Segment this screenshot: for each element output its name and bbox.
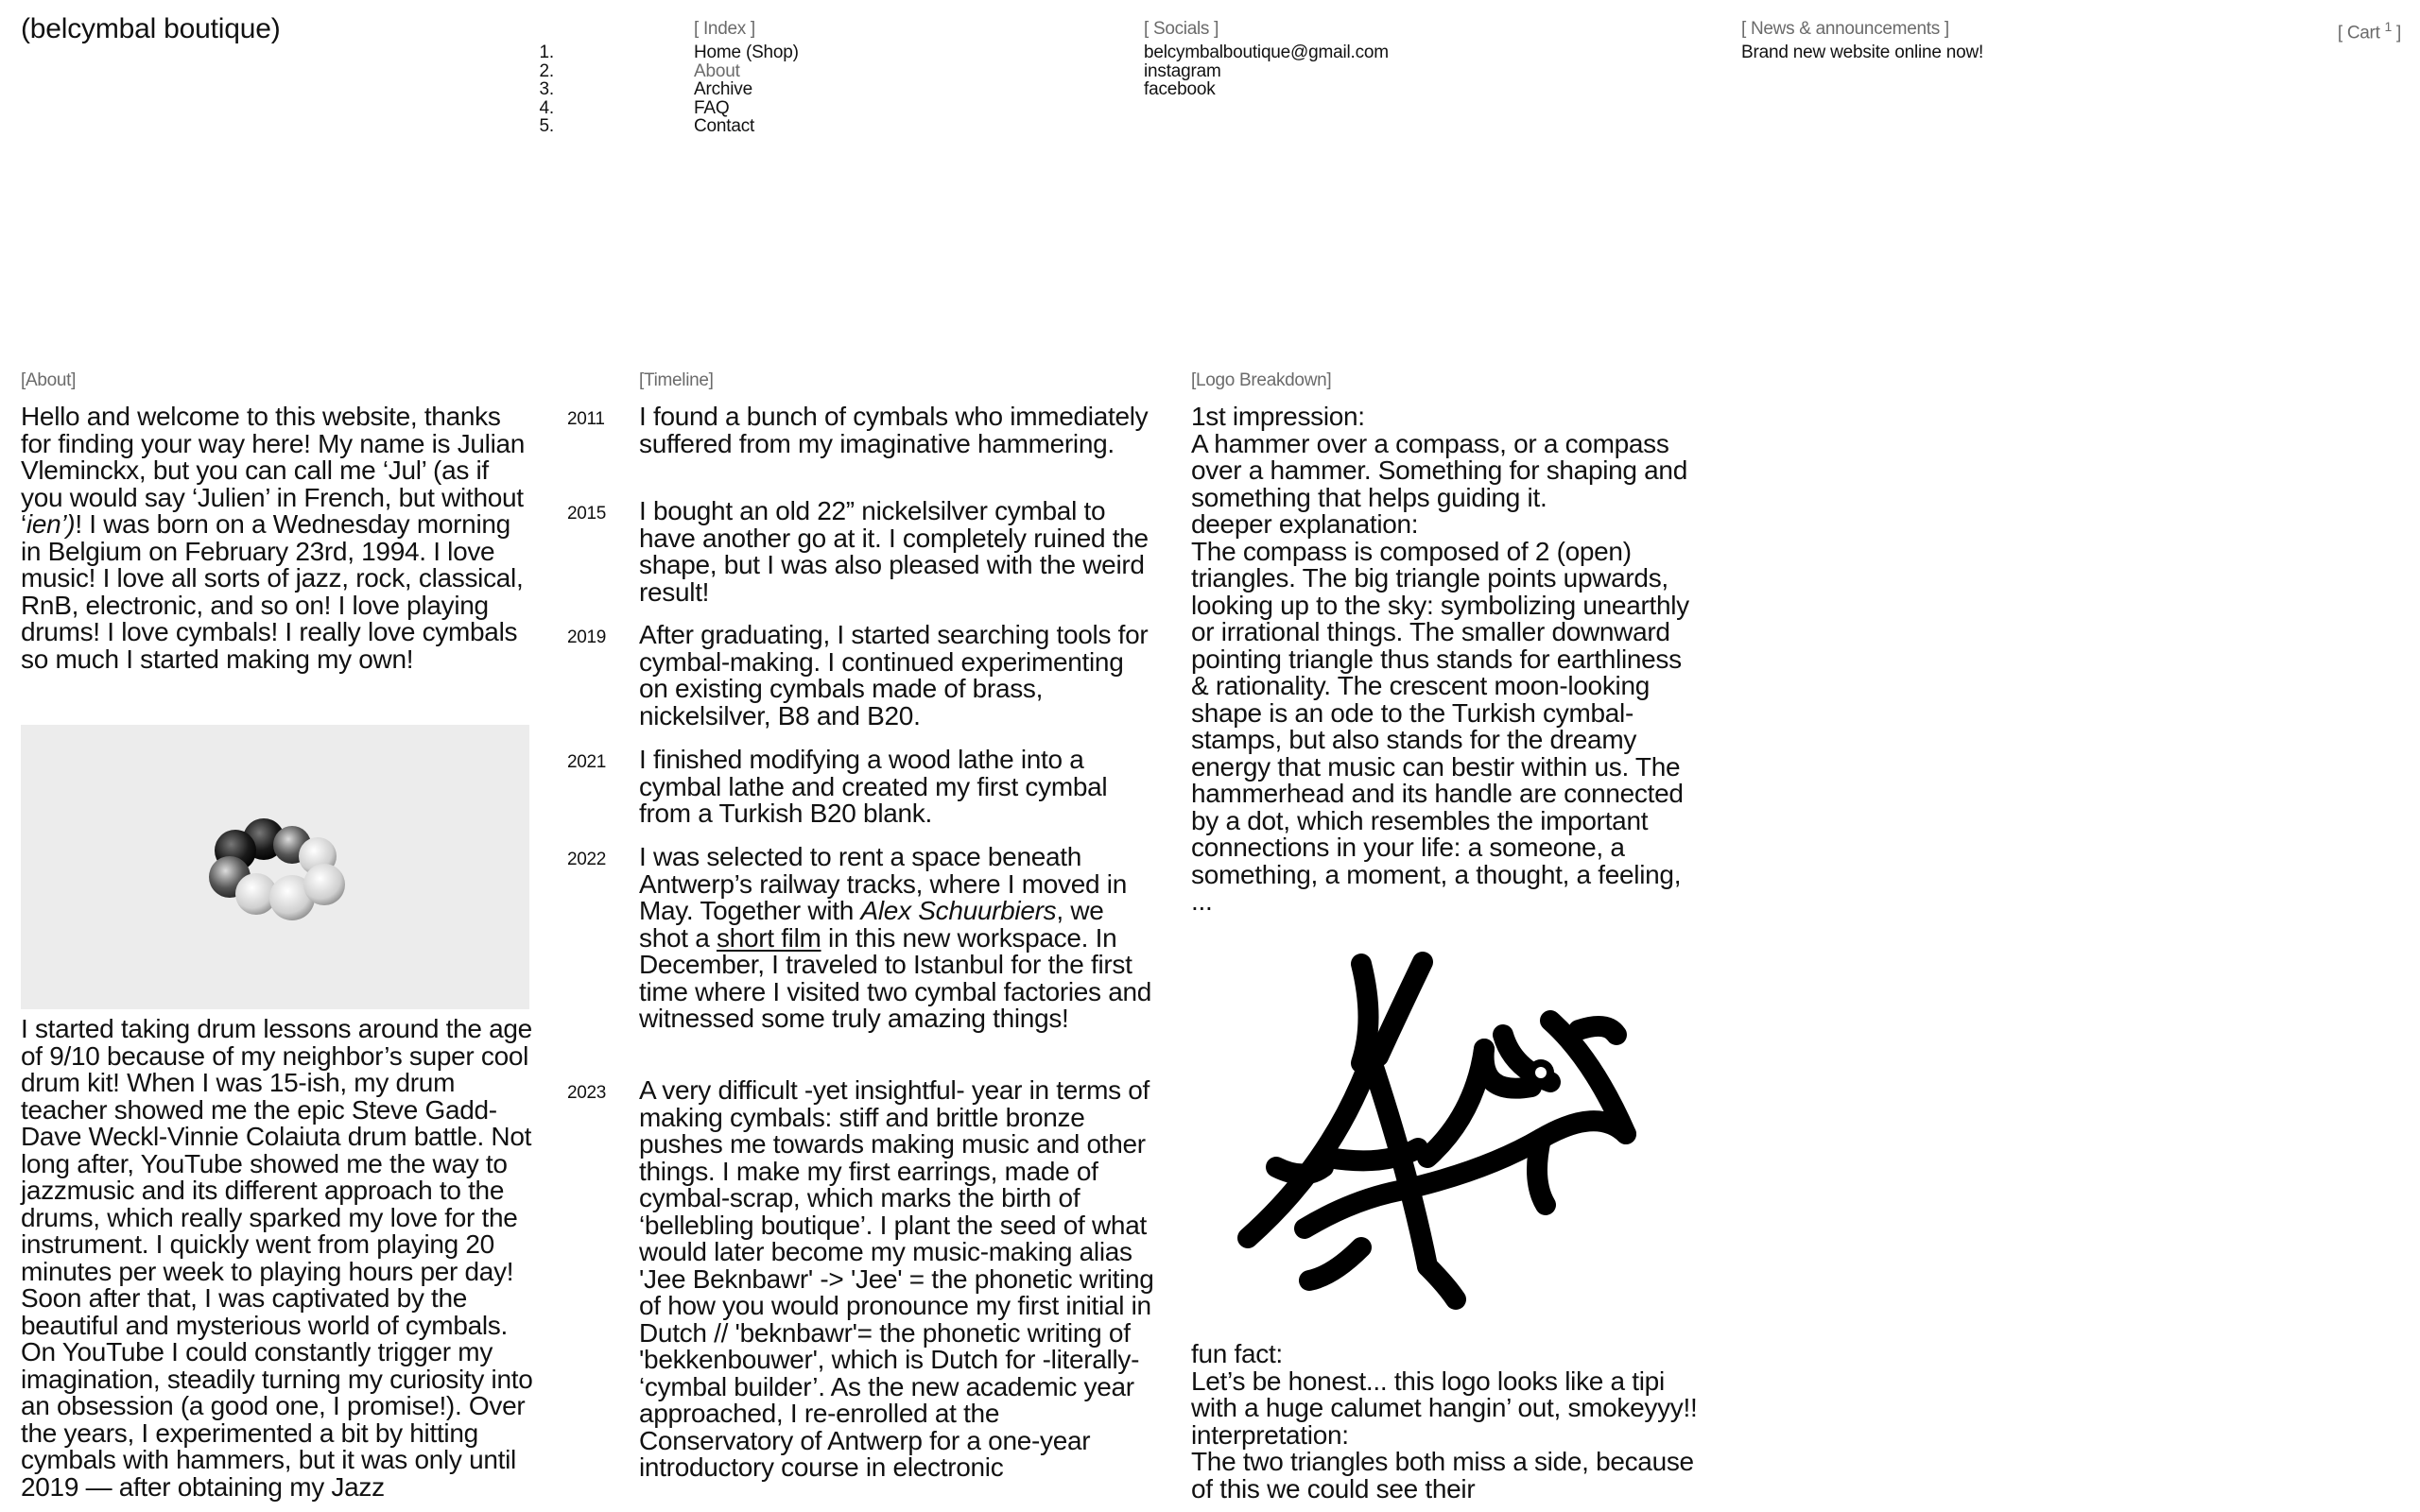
timeline-text-part: , we shot a — [639, 896, 1104, 953]
nav-item-about[interactable]: About — [694, 60, 740, 81]
instagram-link[interactable]: instagram — [1144, 60, 1221, 81]
timeline-text-part: in this new workspace. In December, I traveled to Istanbul for the first time where I visited two cymbal factories and witnessed some truly amazing things! — [639, 922, 1152, 1033]
facebook-link[interactable]: facebook — [1144, 79, 1216, 100]
timeline-year: 2019 — [567, 627, 607, 647]
deeper-title: deeper explanation: — [1191, 509, 1419, 539]
timeline-year: 2023 — [567, 1083, 607, 1103]
nav-number: 5. — [539, 116, 554, 137]
cart-bracket: ] — [2396, 23, 2401, 43]
interpretation-title: interpretation: — [1191, 1419, 1349, 1450]
timeline-text: After graduating, I started searching tools for cymbal-making. I continued experimenting on existing cymbals made of brass, nickelsilver, B8 and B20. — [639, 620, 1149, 730]
about-intro-text: Hello and welcome to this website, thanks for finding your way here! My name is Julian Vleminckx, but you can call me ‘Jul’ (as if you would say ‘Julien’ in French, but without ‘ — [21, 402, 526, 539]
timeline-text: I found a bunch of cymbals who immediately suffered from my imaginative hammering. — [639, 402, 1149, 458]
nav-item-home-shop[interactable]: Home (Shop) — [694, 43, 799, 62]
main-nav — [694, 43, 799, 136]
logo-fun-fact — [1191, 1341, 1702, 1503]
nav-item-archive[interactable]: Archive — [694, 79, 752, 100]
collaborator-name: Alex Schuurbiers — [860, 896, 1057, 925]
email-link[interactable]: belcymbalboutique@gmail.com — [1144, 43, 1389, 62]
impression-title: 1st impression: — [1191, 402, 1365, 431]
nav-number: 1. — [539, 43, 554, 62]
nav-numbers — [535, 43, 554, 136]
socials-label: [ Socials ] — [1144, 19, 1219, 39]
belcymbal-logo-mark — [1219, 945, 1673, 1323]
cart-label: [ Cart — [2337, 23, 2380, 43]
cymbals-photo — [21, 725, 529, 1009]
timeline-text: I bought an old 22” nickelsilver cymbal to have another go at it. I completely ruined the shape, but I was also pleased with the weird result! — [639, 496, 1149, 607]
brand-logo[interactable]: (belcymbal boutique) — [21, 13, 281, 44]
deeper-text: The compass is composed of 2 (open) triangles. The big triangle points upwards, looking up to the sky: symbolizing unearthly or irrational things. The smaller downward pointing triangle thus stands for earthliness & rationality. The crescent moon-looking shape is an ode to the Turkish cymbal-stamps, but also stands for the dreamy energy that music can bestir within us. The hammerhead and its handle are connected by a dot, which resembles the important connections in your life: a someone, a something, a moment, a thought, a feeling, ... — [1191, 536, 1689, 916]
cart-count: 1 — [2384, 19, 2393, 34]
about-label: [About] — [21, 370, 77, 390]
cart-button[interactable] — [2338, 19, 2401, 43]
news-label: [ News & announcements ] — [1741, 19, 1949, 39]
timeline-year: 2021 — [567, 752, 607, 772]
nav-number: 3. — [539, 79, 554, 100]
about-intro-italic: ien’) — [26, 509, 76, 539]
nav-number: 4. — [539, 97, 554, 118]
cymbals-image — [162, 792, 389, 943]
timeline-text: I finished modifying a wood lathe into a cymbal lathe and created my first cymbal from a Turkish B20 blank. — [639, 745, 1108, 828]
nav-item-contact[interactable]: Contact — [694, 116, 755, 137]
fun-title: fun fact: — [1191, 1339, 1283, 1368]
socials-list — [1144, 43, 1389, 99]
timeline-text: A very difficult -yet insightful- year in terms of making cymbals: stiff and brittle bronze pushes me towards making music and other things. I make my first earrings, made of cymbal-scrap, which marks the birth of ‘bellebling boutique’. I plant the seed of what would later become my music-making alias 'Jee Beknbawr' -> 'Jee' = the phonetic writing of how you would pronounce my first initial in Dutch // 'beknbawr'= the phonetic writing of 'bekkenbouwer', which is Dutch for -literally- ‘cymbal builder’. As the new academic year approached, I re-enrolled at the Conservatory of Antwerp for a one-year introductory course in electronic — [639, 1075, 1154, 1482]
about-story: I started taking drum lessons around the age of 9/10 because of my neighbor’s super cool drum kit! When I was 15-ish, my drum teacher showed me the epic Steve Gadd-Dave Weckl-Vinnie Colaiuta drum battle. Not long after, YouTube showed me the way to jazzmusic and its different approach to the drums, which really sparked my love for the instrument. I quickly went from playing 20 minutes per week to playing hours per day! Soon after that, I was captivated by the beautiful and mysterious world of cymbals. On YouTube I could constantly trigger my imagination, steadily turning my curiosity into an obsession (a good one, I promise!). Over the years, I experimented a bit by hitting cymbals with hammers, but it was only until 2019 — after obtaining my Jazz — [21, 1014, 533, 1502]
nav-item-faq[interactable]: FAQ — [694, 97, 730, 118]
impression-text: A hammer over a compass, or a compass over a hammer. Something for shaping and something that helps guiding it. — [1191, 428, 1687, 512]
short-film-link[interactable]: short film — [716, 922, 821, 953]
logo-breakdown-text — [1191, 404, 1702, 916]
timeline-year: 2015 — [567, 504, 607, 524]
timeline-year: 2022 — [567, 850, 607, 869]
nav-number: 2. — [539, 60, 554, 81]
timeline-text — [639, 844, 1154, 1033]
logo-breakdown-label: [Logo Breakdown] — [1191, 370, 1332, 390]
fun-text: Let’s be honest... this logo looks like a tipi with a huge calumet hangin’ out, smokeyyy!! — [1191, 1366, 1698, 1422]
about-intro — [21, 404, 536, 673]
timeline-year: 2011 — [567, 409, 605, 429]
timeline-label: [Timeline] — [639, 370, 714, 390]
index-label: [ Index ] — [694, 19, 755, 39]
interpretation-text: The two triangles both miss a side, because of this we could see their — [1191, 1447, 1694, 1503]
news-text: Brand new website online now! — [1741, 43, 1984, 62]
timeline-text-part: I was selected to rent a space beneath Antwerp’s railway tracks, where I moved in May. Together with — [639, 842, 1127, 925]
about-intro-text-end: ! I was born on a Wednesday morning in Belgium on February 23rd, 1994. I love music! I love all sorts of jazz, rock, classical, RnB, electronic, and so on! I love playing drums! I love cymbals! I really love cymbals so much I started making my own! — [21, 509, 524, 674]
